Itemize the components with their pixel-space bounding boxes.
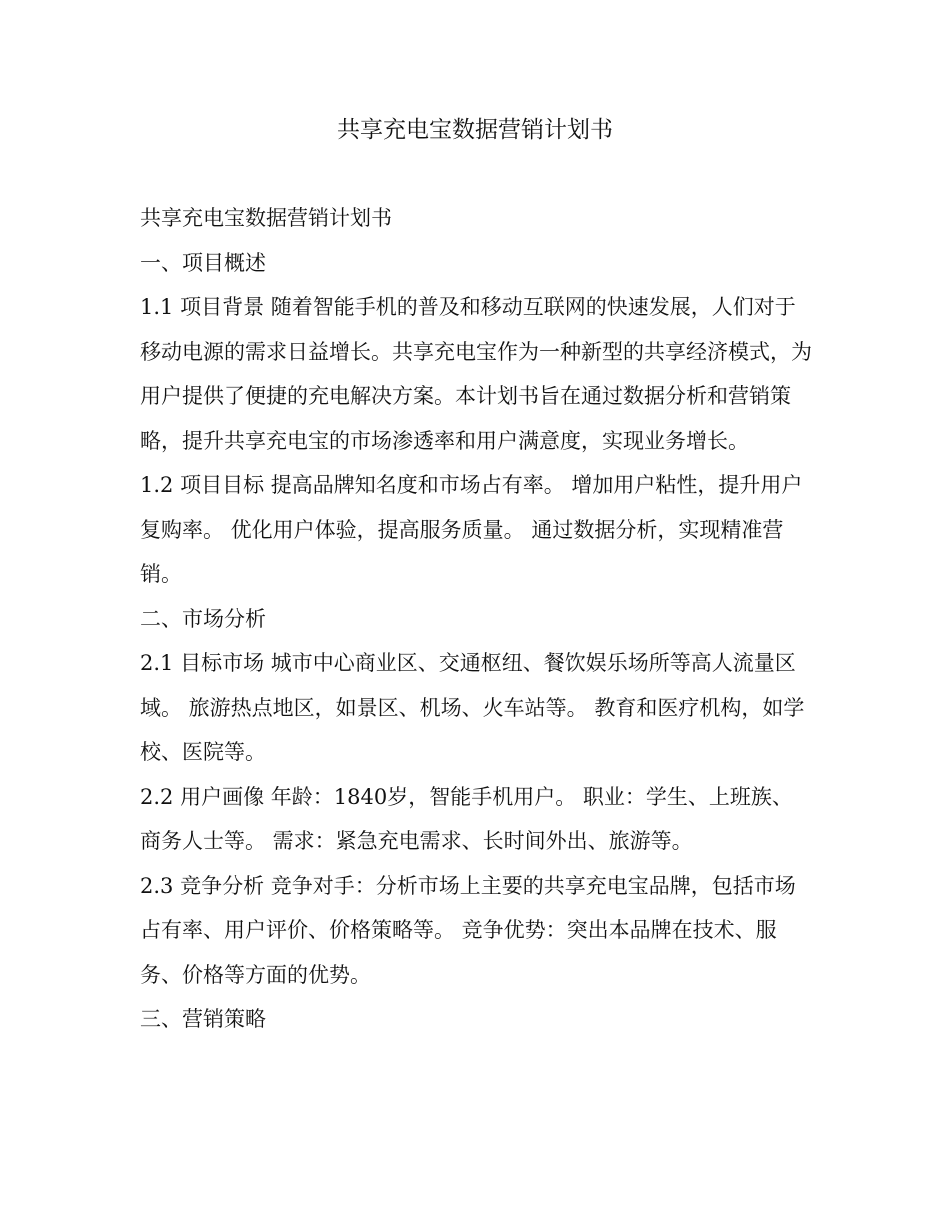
paragraph-competition-analysis: 2.3 竞争分析 竞争对手：分析市场上主要的共享充电宝品牌，包括市场占有率、用户评价、价格策略等。 竞争优势：突出本品牌在技术、服务、价格等方面的优势。 (140, 873, 796, 987)
paragraph-project-goals: 1.2 项目目标 提高品牌知名度和市场占有率。 增加用户粘性，提升用户复购率。 优化用户体验，提高服务质量。 通过数据分析，实现精准营销。 (140, 473, 803, 586)
document-title: 共享充电宝数据营销计划书 (337, 117, 613, 143)
paragraph-user-profile: 2.2 用户画像 年龄：1840岁，智能手机用户。 职业：学生、上班族、商务人士等。 需求：紧急充电需求、长时间外出、旅游等。 (140, 784, 793, 853)
document-body (140, 196, 812, 1042)
section-heading-market-analysis: 二、市场分析 (140, 606, 266, 631)
section-heading-marketing-strategy: 三、营销策略 (140, 1007, 266, 1031)
paragraph-project-background: 1.1 项目背景 随着智能手机的普及和移动互联网的快速发展，人们对于移动电源的需求日益增长。共享充电宝作为一种新型的共享经济模式，为用户提供了便捷的充电解决方案。本计划书旨在通过数据分析和营销策略，提升共享充电宝的市场渗透率和用户满意度，实现业务增长。 (140, 295, 812, 453)
paragraph-target-market: 2.1 目标市场 城市中心商业区、交通枢纽、餐饮娱乐场所等高人流量区域。 旅游热点地区，如景区、机场、火车站等。 教育和医疗机构，如学校、医院等。 (140, 651, 805, 764)
body-heading: 共享充电宝数据营销计划书 (140, 206, 392, 230)
section-heading-overview: 一、项目概述 (140, 250, 266, 275)
